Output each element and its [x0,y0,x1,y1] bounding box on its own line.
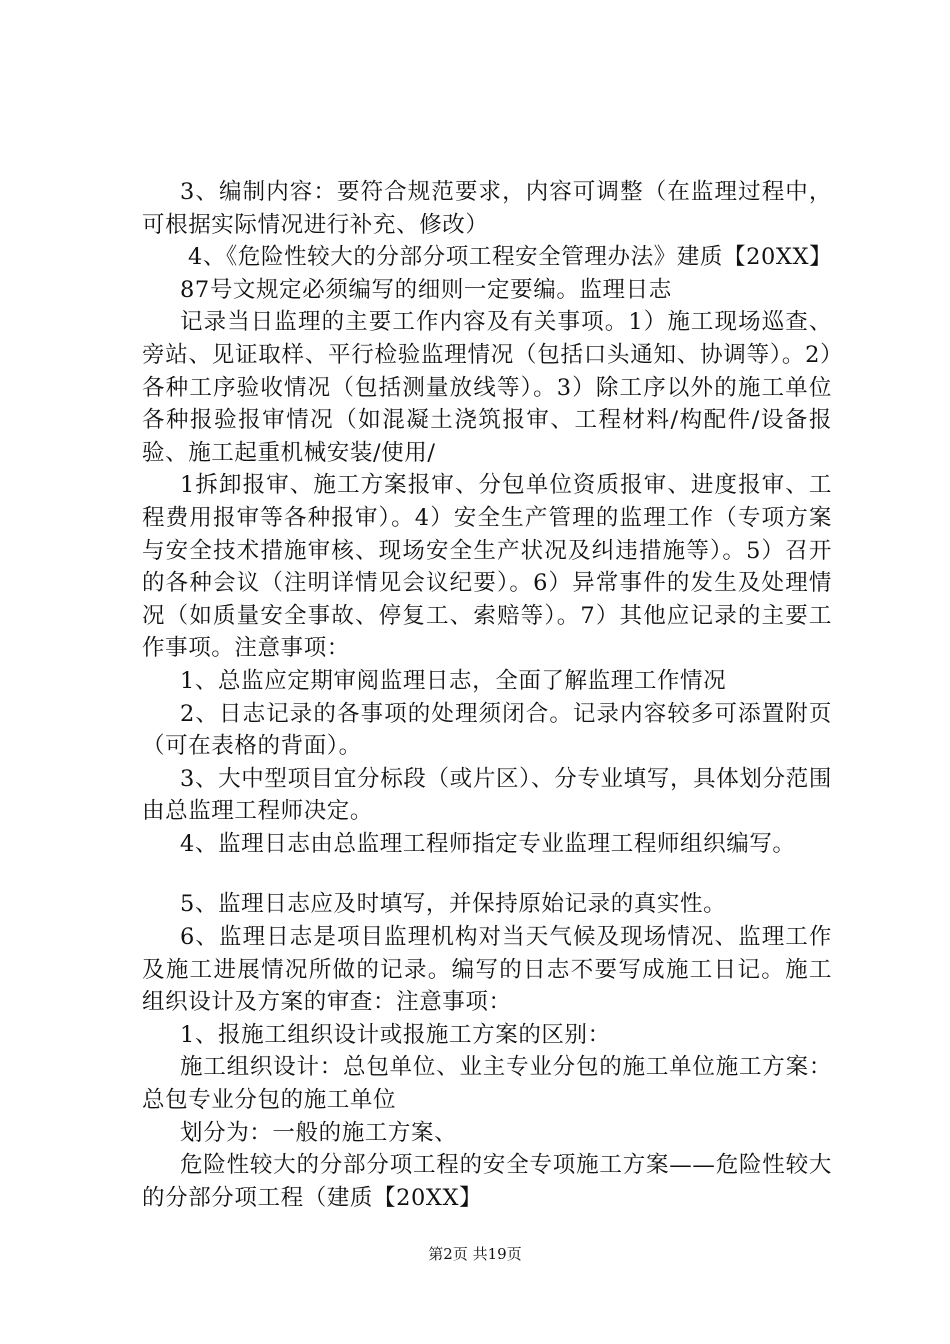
paragraph-note-5: 5、监理日志应及时填写，并保持原始记录的真实性。 [180,891,727,918]
paragraph-note-1: 1、总监应定期审阅监理日志，全面了解监理工作情况 [180,667,727,694]
paragraph-construction-design: 施工组织设计：总包单位、业主专业分包的施工单位施工方案：总包专业分包的施工单位 [142,1054,832,1114]
paragraph-reviews-and-notes: 1拆卸报审、施工方案报审、分包单位资质报审、进度报审、工程费用报审等各种报审）。4）安全生产管理的监理工作（专项方案与安全技术措施审核、现场安全生产状况及纠违措施等）。5）召开的各种会议（注明详情见会议纪要）。6）异常事件的发生及处理情况（如质量安全事故、停复工、索赔等）。7）其他应记录的主要工作事项。注意事项： [142,472,832,662]
paragraph-classification: 划分为：一般的施工方案、 [180,1119,458,1146]
paragraph-dangerous-works-regulation: 4、《危险性较大的分部分项工程安全管理办法》建质【20XX】 [188,244,833,271]
paragraph-note-4: 4、监理日志由总监理工程师指定专业监理工程师组织编写。 [180,830,796,857]
document-body [142,176,832,1214]
paragraph-compilation-content: 3、编制内容：要符合规范要求，内容可调整（在监理过程中，可根据实际情况进行补充、修改） [142,179,832,238]
paragraph-daily-log-records: 记录当日监理的主要工作内容及有关事项。1）施工现场巡查、旁站、见证取样、平行检验监理情况（包括口头通知、协调等）。2）各种工序验收情况（包括测量放线等）。3）除工序以外的施工单位各种报验报审情况（如混凝土浇筑报审、工程材料/构配件/设备报验、施工起重机械安装/使用/ [142,309,832,466]
paragraph-note-6: 6、监理日志是项目监理机构对当天气候及现场情况、监理工作及施工进展情况所做的记录。编写的日志不要写成施工日记。施工组织设计及方案的审查：注意事项： [142,924,832,1016]
paragraph-plan-difference: 1、报施工组织设计或报施工方案的区别： [180,1021,611,1048]
paragraph-note-2: 2、日志记录的各事项的处理须闭合。记录内容较多可添置附页（可在表格的背面）。 [142,700,832,760]
paragraph-note-3: 3、大中型项目宜分标段（或片区）、分专业填写，具体划分范围由总监理工程师决定。 [142,765,832,825]
paragraph-gap [142,860,832,888]
paragraph-document-87: 87号文规定必须编写的细则一定要编。监理日志 [180,276,672,303]
page-number-footer: 第2页 共19页 [428,1245,522,1263]
paragraph-special-plan: 危险性较大的分部分项工程的安全专项施工方案——危险性较大的分部分项工程（建质【20XX】 [142,1152,832,1211]
